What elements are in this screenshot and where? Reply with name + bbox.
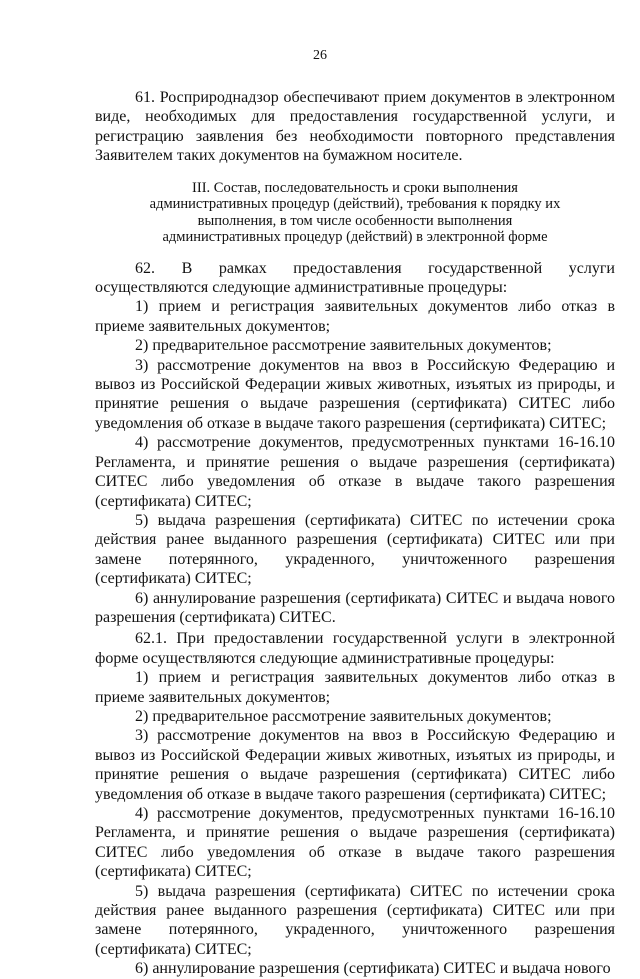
paragraph-62-1-item-2: 2) предварительное рассмотрение заявительных документов; [135,707,552,725]
paragraph-62-item-5: 5) выдача разрешения (сертификата) СИТЕС по истечении срока действия ранее выданного разрешения (сертификата) СИТЕС или при замене потерянного, украденного, уничтоженного разрешения (сертификата) СИТЕС; [95,511,615,588]
document-body [95,88,615,979]
paragraph-62-item-3: 3) рассмотрение документов на ввоз в Российскую Федерацию и вывоз из Российской Федерации живых животных, изъятых из природы, и принятие решения о выдаче разрешения (сертификата) СИТЕС либо уведомления об отказе в выдаче такого разрешения (сертификата) СИТЕС; [95,356,615,432]
paragraph-62-item-4: 4) рассмотрение документов, предусмотренных пунктами 16-16.10 Регламента, и принятие решения о выдаче разрешения (сертификата) СИТЕС либо уведомления об отказе в выдаче такого разрешения (сертификата) СИТЕС; [95,434,615,510]
paragraph-62-item-2: 2) предварительное рассмотрение заявительных документов; [135,337,552,355]
paragraph-62-1-item-1: 1) прием и регистрация заявительных документов либо отказ в приеме заявительных документов; [95,669,615,706]
paragraph-61: 61. Росприроднадзор обеспечивают прием документов в электронном виде, необходимых для предоставления государственной услуги, и регистрацию заявления без необходимости повторного представления Заявителем таких документов на бумажном носителе. [95,89,615,165]
section-heading: III. Состав, последовательность и сроки выполнения административных процедур (действий), требования к порядку их выполнения, в том числе особенности выполнения административных процедур (действий) в электронной форме [149,179,561,246]
paragraph-62-1-item-6: 6) аннулирование разрешения (сертификата) СИТЕС и выдача нового [135,960,611,978]
paragraph-62-1-item-3: 3) рассмотрение документов на ввоз в Российскую Федерацию и вывоз из Российской Федерации живых животных, изъятых из природы, и принятие решения о выдаче разрешения (сертификата) СИТЕС либо уведомления об отказе в выдаче такого разрешения (сертификата) СИТЕС; [95,727,615,803]
paragraph-62-1-item-5: 5) выдача разрешения (сертификата) СИТЕС по истечении срока действия ранее выданного разрешения (сертификата) СИТЕС или при замене потерянного, украденного, уничтоженного разрешения (сертификата) СИТЕС; [95,882,615,958]
paragraph-62-item-1: 1) прием и регистрация заявительных документов либо отказ в приеме заявительных документов; [95,298,615,335]
paragraph-62-1-item-4: 4) рассмотрение документов, предусмотренных пунктами 16-16.10 Регламента, и принятие решения о выдаче разрешения (сертификата) СИТЕС либо уведомления об отказе в выдаче такого разрешения (сертификата) СИТЕС; [95,805,615,881]
paragraph-62-item-6: 6) аннулирование разрешения (сертификата) СИТЕС и выдача нового разрешения (сертификата) СИТЕС. [95,589,615,626]
page-number: 26 [313,48,327,63]
paragraph-62-intro: 62. В рамках предоставления государственной услуги осуществляются следующие административные процедуры: [95,259,615,297]
paragraph-62-1-intro: 62.1. При предоставлении государственной услуги в электронной форме осуществляются следующие административные процедуры: [95,630,615,667]
